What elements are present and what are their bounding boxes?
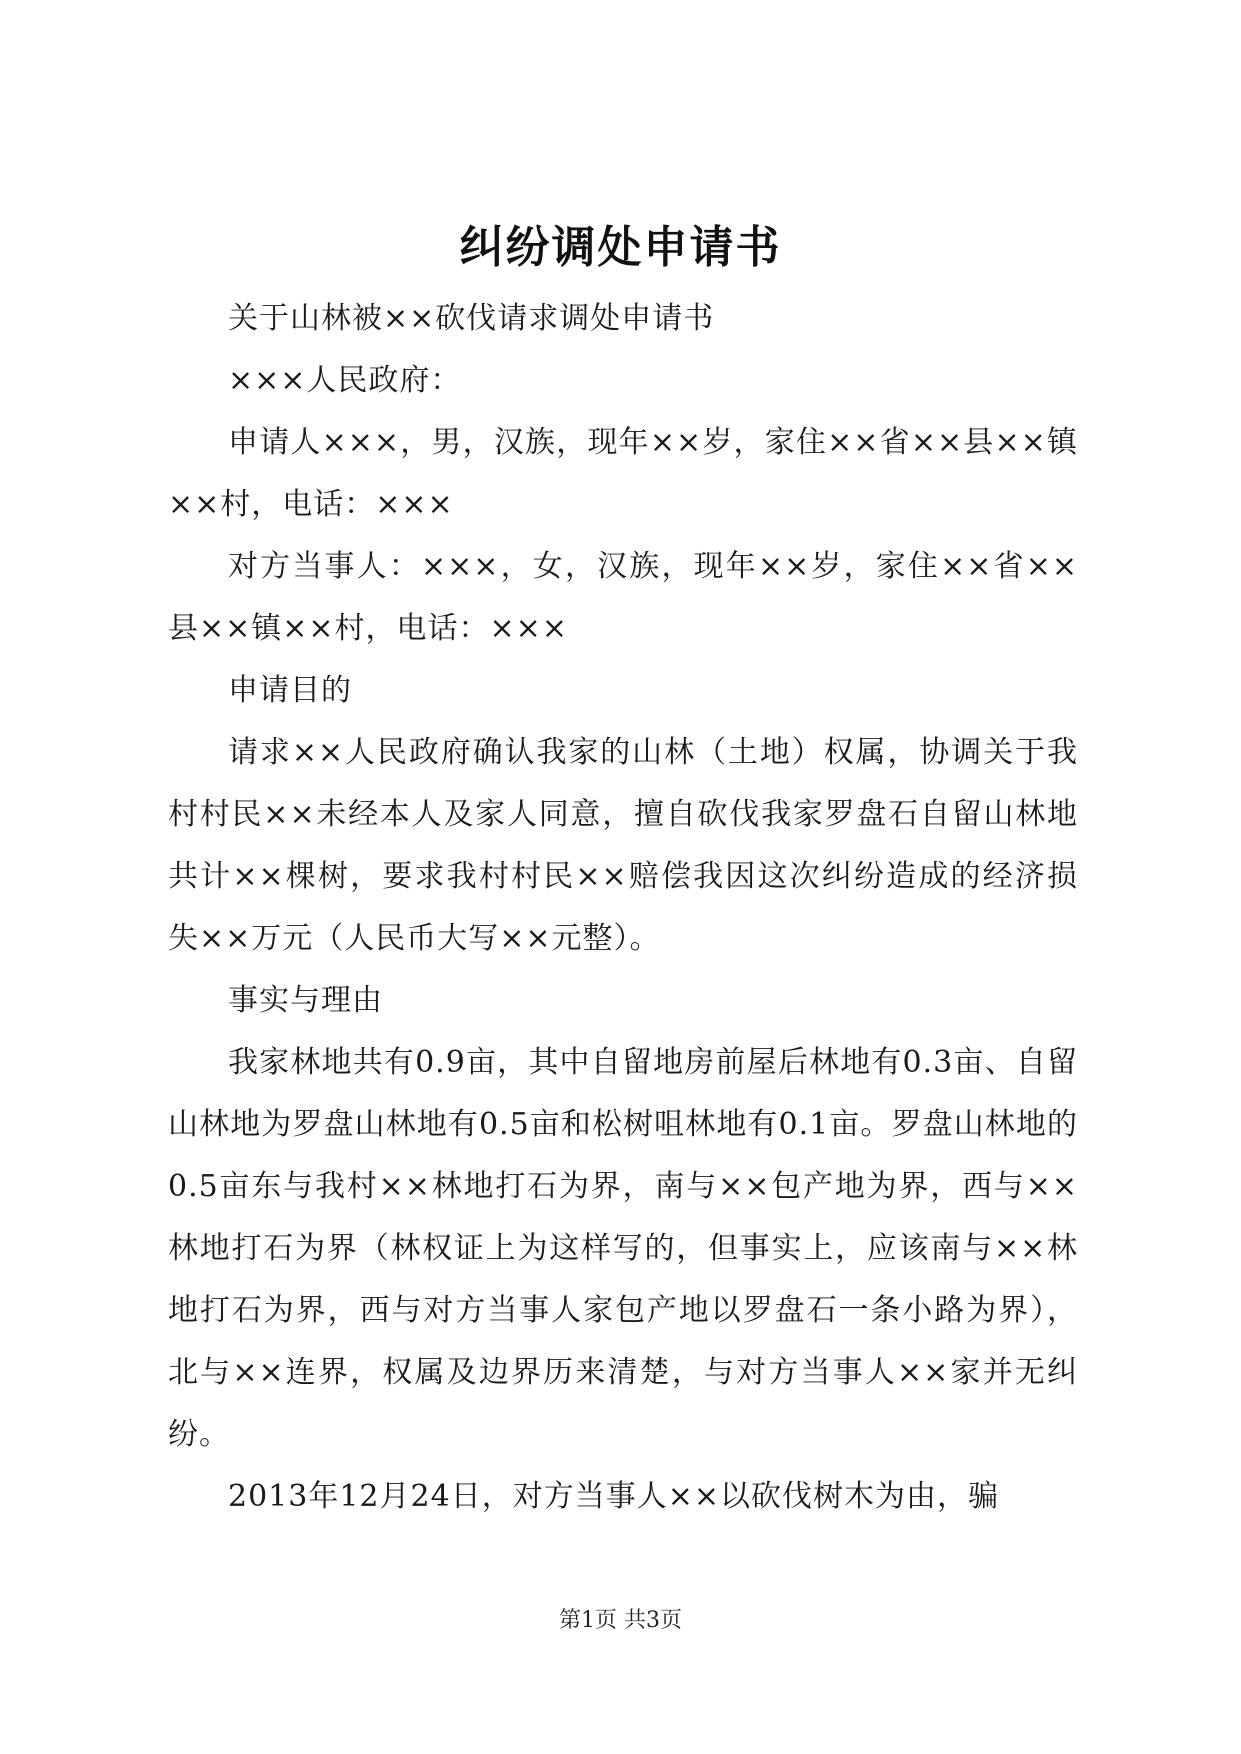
applicant-info: 申请人×××，男，汉族，现年××岁，家住××省××县××镇××村，电话：××× [168,425,1078,522]
facts-paragraph: 我家林地共有0.9亩，其中自留地房前屋后林地有0.3亩、自留山林地为罗盘山林地有0.5亩和松树咀林地有0.1亩。罗盘山林地的0.5亩东与我村××林地打石为界，南与××包产地为界，西与××林地打石为界（林权证上为这样写的，但事实上，应该南与××林地打石为界，西与对方当事人家包产地以罗盘石一条小路为界），北与××连界，权属及边界历来清楚，与对方当事人××家并无纠纷。 [168,1045,1078,1452]
respondent-info: 对方当事人：×××，女，汉族，现年××岁，家住××省××县××镇××村，电话：××× [168,549,1078,646]
section-heading-facts: 事实与理由 [228,983,383,1018]
subject-line: 关于山林被××砍伐请求调处申请书 [228,301,715,336]
recipient-line: ×××人民政府： [228,363,462,398]
purpose-paragraph: 请求××人民政府确认我家的山林（土地）权属，协调关于我村村民××未经本人及家人同意，擅自砍伐我家罗盘石自留山林地共计××棵树，要求我村村民××赔偿我因这次纠纷造成的经济损失××万元（人民币大写××元整）。 [168,735,1078,956]
document-body [168,288,1078,1528]
section-heading-purpose: 申请目的 [228,673,352,708]
page-indicator: 第1页 共3页 [559,1608,682,1633]
document-title: 纠纷调处申请书 [459,222,782,273]
incident-paragraph: 2013年12月24日，对方当事人××以砍伐树木为由，骗 [228,1479,999,1514]
